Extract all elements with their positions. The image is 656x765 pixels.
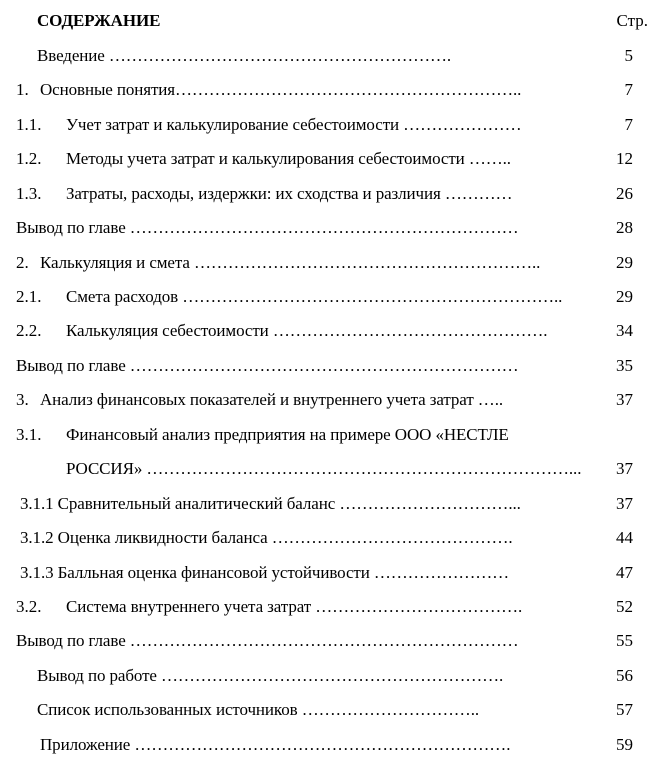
toc-entry [0, 426, 656, 450]
toc-entry-page: 55 [616, 631, 633, 650]
toc-entry-page: 12 [616, 149, 633, 168]
toc-entry-number: 2. [16, 253, 29, 272]
toc-entry-title: 3.1.2 Оценка ликвидности баланса ……………………………………. [20, 528, 513, 547]
toc-entry-title: Калькуляция себестоимости …………………………………………. [66, 321, 548, 340]
toc-entry-page: 35 [616, 356, 633, 375]
toc-entry [0, 391, 656, 415]
toc-entry-page: 47 [616, 563, 633, 582]
toc-entry-title: Затраты, расходы, издержки: их сходства и различия ………… [66, 184, 513, 203]
toc-entry-title: Калькуляция и смета …………………………………………………….. [40, 253, 541, 272]
toc-entry [0, 495, 656, 519]
toc-entry [0, 150, 656, 174]
toc-entry-title: Приложение …………………………………………………………. [40, 735, 511, 754]
toc-entry-number: 1.1. [16, 115, 42, 134]
toc-entry-page: 37 [616, 494, 633, 513]
toc-entry-title: Вывод по главе …………………………………………………………… [16, 356, 519, 375]
toc-entry-title: Система внутреннего учета затрат ………………………………. [66, 597, 523, 616]
toc-entry-page: 29 [616, 287, 633, 306]
toc-entry-page: 44 [616, 528, 633, 547]
toc-entry-title: Основные понятия…………………………………………………….. [40, 80, 522, 99]
toc-entry [0, 529, 656, 553]
toc-entry-title: Введение ……………………………………………………. [37, 46, 452, 65]
toc-entry [0, 81, 656, 105]
toc-entry-number: 3.1. [16, 425, 42, 444]
toc-entry [0, 254, 656, 278]
toc-entry-number: 2.2. [16, 321, 42, 340]
toc-entry-page: 57 [616, 700, 633, 719]
toc-entry-title: Анализ финансовых показателей и внутреннего учета затрат ….. [40, 390, 503, 409]
toc-entry-number: 1.3. [16, 184, 42, 203]
toc-entry-page: 59 [616, 735, 633, 754]
toc-entry-title: Вывод по главе …………………………………………………………… [16, 631, 519, 650]
page-column-label: Стр. [616, 11, 648, 30]
toc-entry [0, 219, 656, 243]
toc-entry-page: 7 [624, 115, 633, 134]
toc-entry-title: Смета расходов ………………………………………………………….. [66, 287, 563, 306]
toc-entry-number: 3.2. [16, 597, 42, 616]
toc-entry-page: 52 [616, 597, 633, 616]
toc-entry-title: Список использованных источников ………………………….. [37, 700, 479, 719]
toc-entry-page: 56 [616, 666, 633, 685]
toc-entry-number: 3. [16, 390, 29, 409]
toc-entry-page: 26 [616, 184, 633, 203]
toc-entry-page: 37 [616, 390, 633, 409]
toc-entry-title: РОССИЯ» …………………………………………………………………... [66, 459, 582, 478]
toc-entry-title: 3.1.3 Балльная оценка финансовой устойчивости …………………… [20, 563, 510, 582]
toc-entry [0, 598, 656, 622]
toc-entry-number: 1.2. [16, 149, 42, 168]
toc-entry [0, 322, 656, 346]
toc-entry-title: Вывод по работе ……………………………………………………. [37, 666, 504, 685]
toc-entry-page: 29 [616, 253, 633, 272]
toc-entry-number: 1. [16, 80, 29, 99]
toc-entry [0, 632, 656, 656]
toc-entry-number: 2.1. [16, 287, 42, 306]
toc-entry [0, 47, 656, 71]
toc-entry [0, 736, 656, 760]
toc-entry-page: 5 [624, 46, 633, 65]
toc-entry-title: Вывод по главе …………………………………………………………… [16, 218, 519, 237]
toc-heading: СОДЕРЖАНИЕ [37, 11, 161, 30]
toc-entry-page: 34 [616, 321, 633, 340]
toc-entry-title: Финансовый анализ предприятия на примере ООО «НЕСТЛЕ [66, 425, 509, 444]
toc-entry [0, 564, 656, 588]
toc-heading-row [0, 12, 656, 36]
toc-entry [0, 116, 656, 140]
toc-entry-continuation [0, 460, 656, 484]
toc-entry-title: Учет затрат и калькулирование себестоимости ………………… [66, 115, 522, 134]
toc-entry-title: 3.1.1 Сравнительный аналитический баланс …………………………... [20, 494, 521, 513]
toc-entry-page: 7 [624, 80, 633, 99]
toc-entry-page: 37 [616, 459, 633, 478]
toc-entry [0, 667, 656, 691]
toc-entry [0, 288, 656, 312]
toc-entry-title: Методы учета затрат и калькулирования себестоимости …….. [66, 149, 511, 168]
toc-entry [0, 357, 656, 381]
toc-entry [0, 701, 656, 725]
toc-entry [0, 185, 656, 209]
toc-entry-page: 28 [616, 218, 633, 237]
